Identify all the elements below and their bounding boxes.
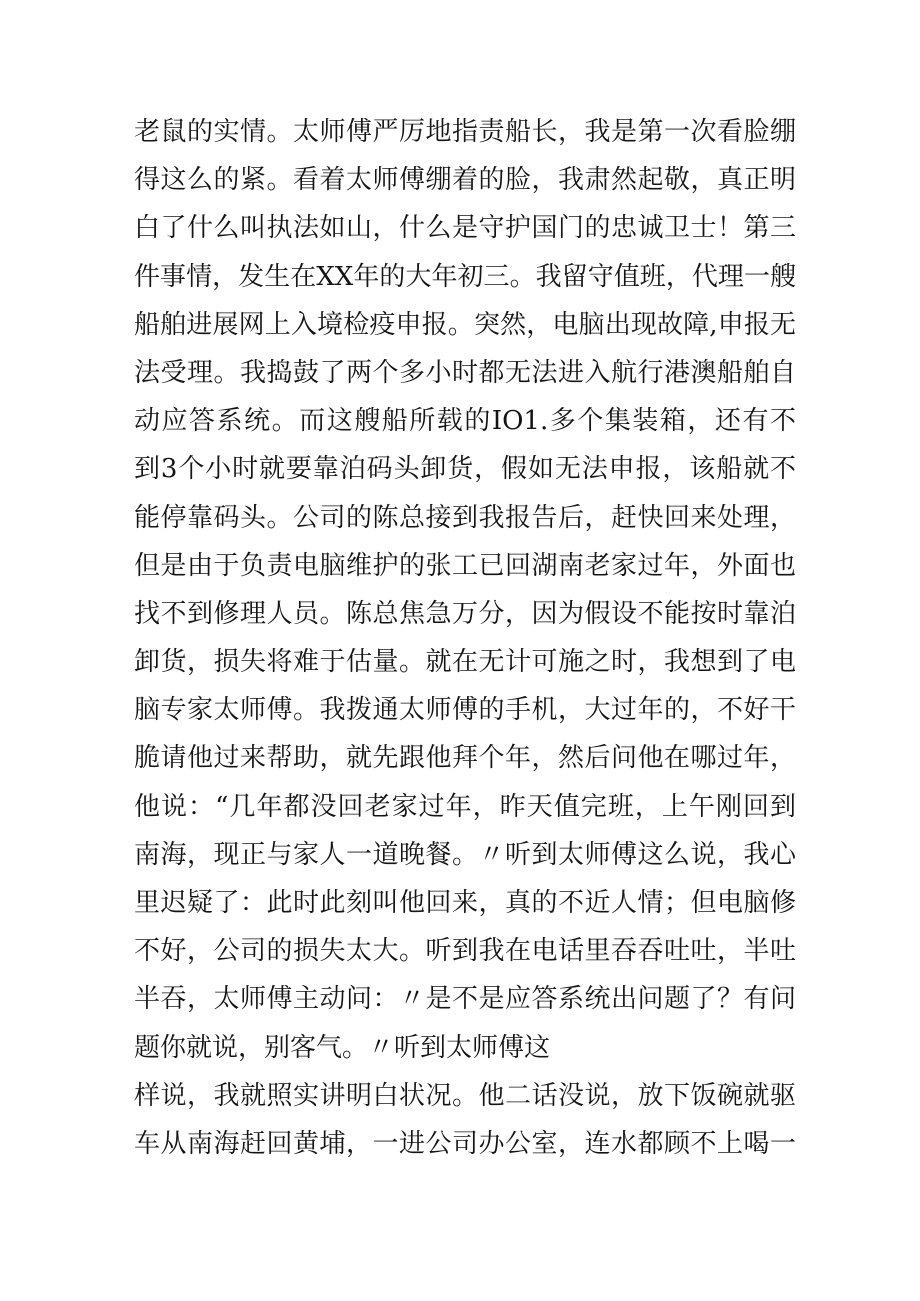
text-line: 卸货，损失将难于估量。就在无计可施之时，我想到了电	[134, 647, 796, 678]
text-line-short: 题你就说，别客气。〃听到太师傅这	[134, 1032, 551, 1063]
text-line: 找不到修理人员。陈总焦急万分，因为假设不能按时靠泊	[134, 598, 796, 629]
text-line: 脆请他过来帮助，就先跟他拜个年，然后问他在哪过年，	[134, 743, 796, 774]
text-line: 能停靠码头。公司的陈总接到我报告后，赶快回来处理，	[134, 502, 796, 533]
text-line: 件事情，发生在XX年的大年初三。我留守值班，代理一艘	[134, 261, 796, 292]
text-line: 不好，公司的损失太大。听到我在电话里吞吞吐吐，半吐	[134, 936, 796, 967]
text-line: 但是由于负责电脑维护的张工已回湖南老家过年，外面也	[134, 550, 796, 581]
text-line: 车从南海赶回黄埔，一进公司办公室，连水都顾不上喝一	[134, 1128, 796, 1159]
text-line: 白了什么叫执法如山，什么是守护国门的忠诚卫士！第三	[134, 213, 796, 244]
text-line: 动应答系统。而这艘船所载的IO1.多个集装箱，还有不	[134, 406, 796, 437]
text-line: 老鼠的实情。太师傅严厉地指责船长，我是第一次看脸绷	[134, 117, 796, 147]
text-line: 脑专家太师傅。我拨通太师傅的手机，大过年的，不好干	[134, 695, 796, 726]
text-line: 南海，现正与家人一道晚餐。〃听到太师傅这么说，我心	[134, 839, 796, 870]
text-line: 样说，我就照实讲明白状况。他二话没说，放下饭碗就驱	[134, 1080, 796, 1111]
body-text	[134, 108, 796, 1168]
text-line: 里迟疑了：此时此刻叫他回来，真的不近人情；但电脑修	[134, 888, 796, 918]
text-line: 得这么的紧。看着太师傅绷着的脸，我肃然起敬，真正明	[134, 165, 796, 196]
text-line: 船舶进展网上入境检疫申报。突然，电脑出现故障,申报无	[134, 309, 796, 340]
text-line: 半吞，太师傅主动问：〃是不是应答系统出问题了？有问	[134, 984, 796, 1015]
text-line: 他说：“几年都没回老家过年，昨天值完班，上午刚回到	[134, 791, 796, 822]
text-line: 法受理。我捣鼓了两个多小时都无法进入航行港澳船舶自	[134, 357, 796, 388]
text-line: 到3个小时就要靠泊码头卸货，假如无法申报，该船就不	[134, 454, 796, 485]
